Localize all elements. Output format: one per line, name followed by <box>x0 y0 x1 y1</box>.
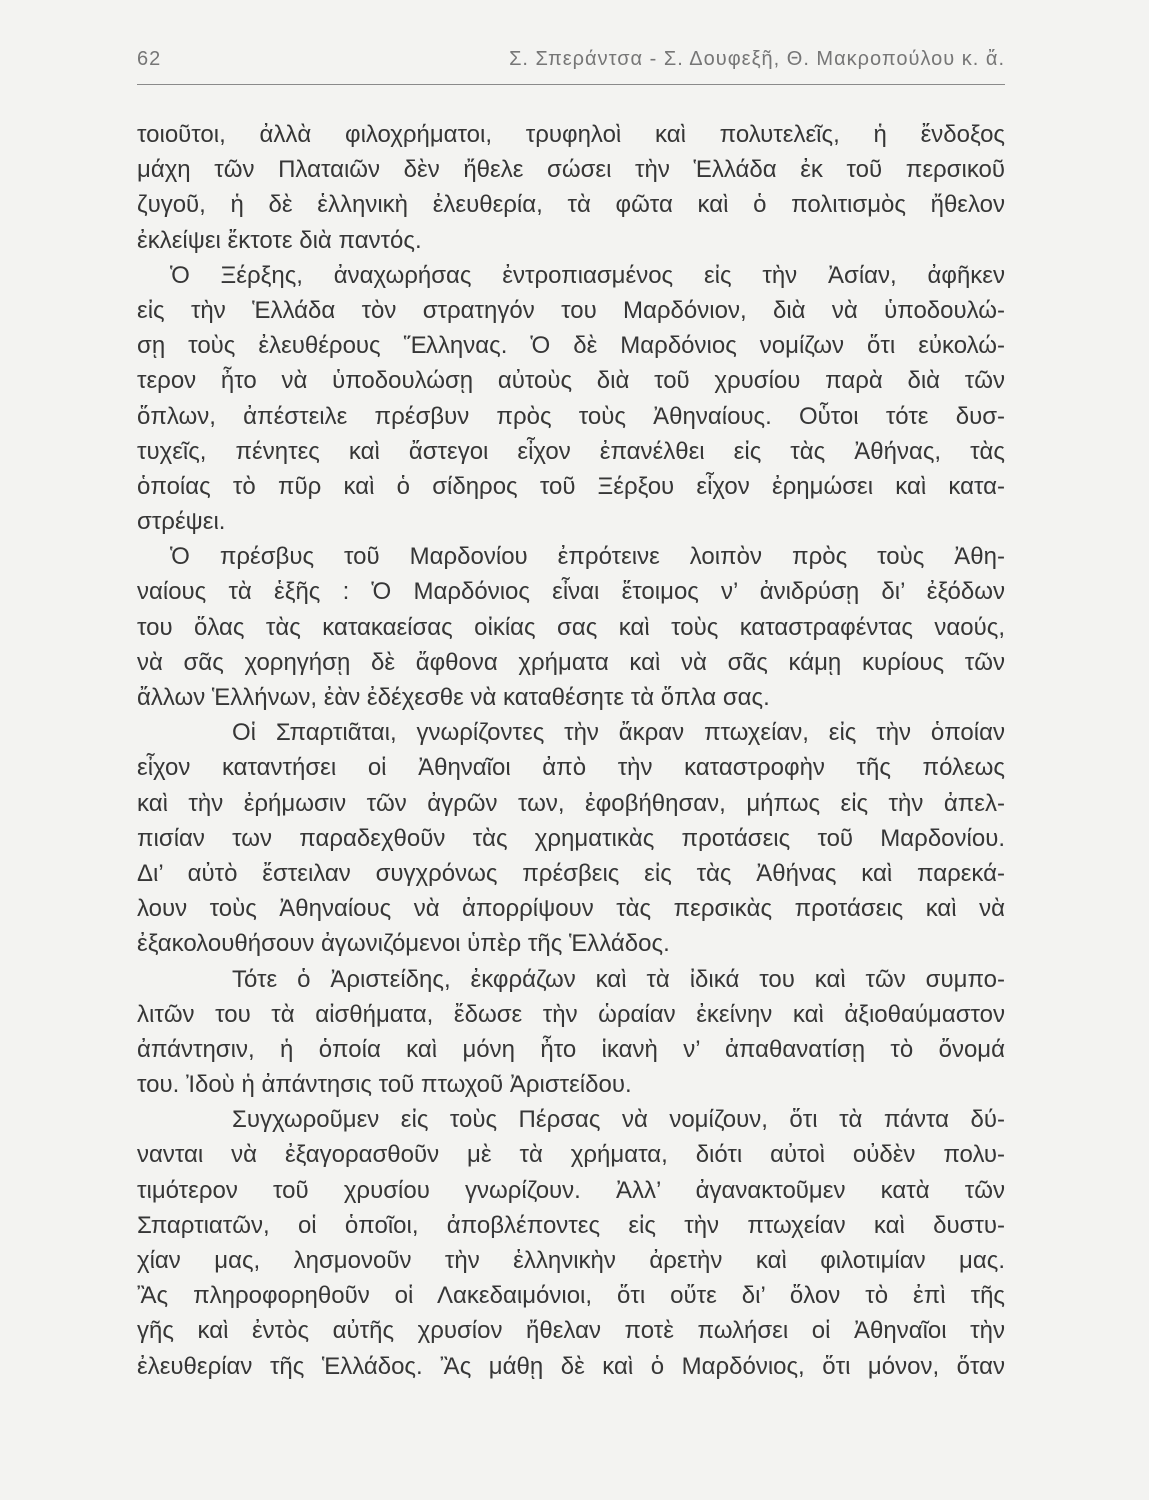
text-line: ὅπλων, ἀπέστειλε πρέσβυν πρὸς τοὺς Ἀθηναίους. Οὗτοι τότε δυσ- <box>137 402 1005 430</box>
text-line: γῆς καὶ ἐντὸς αὐτῆς χρυσίον ἤθελαν ποτὲ πωλήσει οἱ Ἀθηναῖοι τὴν <box>137 1317 1005 1345</box>
text-line: Συγχωροῦμεν εἰς τοὺς Πέρσας νὰ νομίζουν, ὅτι τὰ πάντα δύ- <box>232 1106 1005 1134</box>
text-line: εἰς τὴν Ἑλλάδα τὸν στρατηγόν του Μαρδόνιον, διὰ νὰ ὑποδουλώ- <box>137 296 1005 324</box>
running-title: Σ. Σπεράντσα - Σ. Δουφεξῆ, Θ. Μακροπούλου κ. ἄ. <box>509 48 1005 70</box>
text-line: Τότε ὁ Ἀριστείδης, ἐκφράζων καὶ τὰ ἰδικά του καὶ τῶν συμπο- <box>232 965 1005 993</box>
text-line: καὶ τὴν ἐρήμωσιν τῶν ἀγρῶν των, ἐφοβήθησαν, μήπως εἰς τὴν ἀπελ- <box>137 789 1005 817</box>
text-line: ζυγοῦ, ἡ δὲ ἑλληνικὴ ἐλευθερία, τὰ φῶτα καὶ ὁ πολιτισμὸς ἤθελον <box>137 191 1005 219</box>
text-line: μάχη τῶν Πλαταιῶν δὲν ἤθελε σώσει τὴν Ἑλλάδα ἐκ τοῦ περσικοῦ <box>137 156 1005 184</box>
text-line: τυχεῖς, πένητες καὶ ἄστεγοι εἶχον ἐπανέλθει εἰς τὰς Ἀθήνας, τὰς <box>137 437 1005 465</box>
text-line: ναίους τὰ ἑξῆς : Ὁ Μαρδόνιος εἶναι ἕτοιμος ν’ ἀνιδρύσῃ δι’ ἐξόδων <box>137 578 1005 606</box>
text-line: σῃ τοὺς ἐλευθέρους Ἕλληνας. Ὁ δὲ Μαρδόνιος νομίζων ὅτι εὐκολώ- <box>137 332 1005 360</box>
paragraph <box>137 962 1005 1103</box>
text-line: στρέψει. <box>137 508 226 536</box>
text-line: ἐκλείψει ἔκτοτε διὰ παντός. <box>137 226 422 254</box>
text-line: τοιοῦτοι, ἀλλὰ φιλοχρήματοι, τρυφηλοὶ καὶ πολυτελεῖς, ἡ ἔνδοξος <box>137 121 1005 148</box>
header-rule <box>137 84 1005 85</box>
text-line: πισίαν των παραδεχθοῦν τὰς χρηματικὰς προτάσεις τοῦ Μαρδονίου. <box>137 824 1005 852</box>
paragraph <box>137 117 1005 258</box>
text-line: ἐξακολουθήσουν ἀγωνιζόμενοι ὑπὲρ τῆς Ἑλλάδος. <box>137 930 670 958</box>
text-line: τερον ἦτο νὰ ὑποδουλώσῃ αὐτοὺς διὰ τοῦ χρυσίου παρὰ διὰ τῶν <box>137 367 1005 395</box>
page-number: 62 <box>137 48 162 70</box>
text-line: λιτῶν του τὰ αἰσθήματα, ἔδωσε τὴν ὡραίαν ἐκείνην καὶ ἀξιοθαύμαστον <box>137 1000 1005 1028</box>
text-line: Ὁ Ξέρξης, ἀναχωρήσας ἐντροπιασμένος εἰς τὴν Ἀσίαν, ἀφῆκεν <box>170 261 1005 289</box>
text-line: τιμότερον τοῦ χρυσίου γνωρίζουν. Ἀλλ’ ἀγανακτοῦμεν κατὰ τῶν <box>137 1176 1005 1204</box>
text-line: Οἱ Σπαρτιᾶται, γνωρίζοντες τὴν ἄκραν πτωχείαν, εἰς τὴν ὁποίαν <box>232 719 1005 747</box>
text-line: Ὁ πρέσβυς τοῦ Μαρδονίου ἐπρότεινε λοιπὸν πρὸς τοὺς Ἀθη- <box>170 543 1005 571</box>
text-line: Ἂς πληροφορηθοῦν οἱ Λακεδαιμόνιοι, ὅτι οὔτε δι’ ὅλον τὸ ἐπὶ τῆς <box>137 1282 1005 1310</box>
running-header <box>137 48 1005 76</box>
text-line: νὰ σᾶς χορηγήσῃ δὲ ἄφθονα χρήματα καὶ νὰ σᾶς κάμῃ κυρίους τῶν <box>137 648 1005 676</box>
text-line: χίαν μας, λησμονοῦν τὴν ἑλληνικὴν ἀρετὴν καὶ φιλοτιμίαν μας. <box>137 1247 1005 1274</box>
text-line: εἶχον καταντήσει οἱ Ἀθηναῖοι ἀπὸ τὴν καταστροφὴν τῆς πόλεως <box>137 754 1005 782</box>
text-line: ἀπάντησιν, ἡ ὁποία καὶ μόνη ἦτο ἱκανὴ ν’ ἀπαθανατίσῃ τὸ ὄνομά <box>137 1035 1005 1063</box>
text-line: του ὅλας τὰς κατακαείσας οἰκίας σας καὶ τοὺς καταστραφέντας ναούς, <box>137 613 1005 641</box>
text-line: ἐλευθερίαν τῆς Ἑλλάδος. Ἂς μάθῃ δὲ καὶ ὁ Μαρδόνιος, ὅτι μόνον, ὅταν <box>137 1352 1005 1380</box>
text-line: Δι’ αὐτὸ ἔστειλαν συγχρόνως πρέσβεις εἰς τὰς Ἀθήνας καὶ παρεκά- <box>137 859 1005 887</box>
text-line: του. Ἰδοὺ ἡ ἀπάντησις τοῦ πτωχοῦ Ἀριστείδου. <box>137 1071 632 1099</box>
text-line: ὁποίας τὸ πῦρ καὶ ὁ σίδηρος τοῦ Ξέρξου εἶχον ἐρημώσει καὶ κατα- <box>137 472 1005 500</box>
paragraph <box>137 715 1005 961</box>
body-text <box>137 117 1005 1384</box>
paragraph <box>137 258 1005 540</box>
text-line: Σπαρτιατῶν, οἱ ὁποῖοι, ἀποβλέποντες εἰς τὴν πτωχείαν καὶ δυστυ- <box>137 1211 1005 1239</box>
text-line: ἄλλων Ἑλλήνων, ἐὰν ἐδέχεσθε νὰ καταθέσητε τὰ ὅπλα σας. <box>137 684 770 711</box>
text-line: νανται νὰ ἐξαγορασθοῦν μὲ τὰ χρήματα, διότι αὐτοὶ οὐδὲν πολυ- <box>137 1141 1005 1169</box>
text-line: λουν τοὺς Ἀθηναίους νὰ ἀπορρίψουν τὰς περσικὰς προτάσεις καὶ νὰ <box>137 895 1005 923</box>
paragraph <box>137 1102 1005 1384</box>
paragraph <box>137 539 1005 715</box>
